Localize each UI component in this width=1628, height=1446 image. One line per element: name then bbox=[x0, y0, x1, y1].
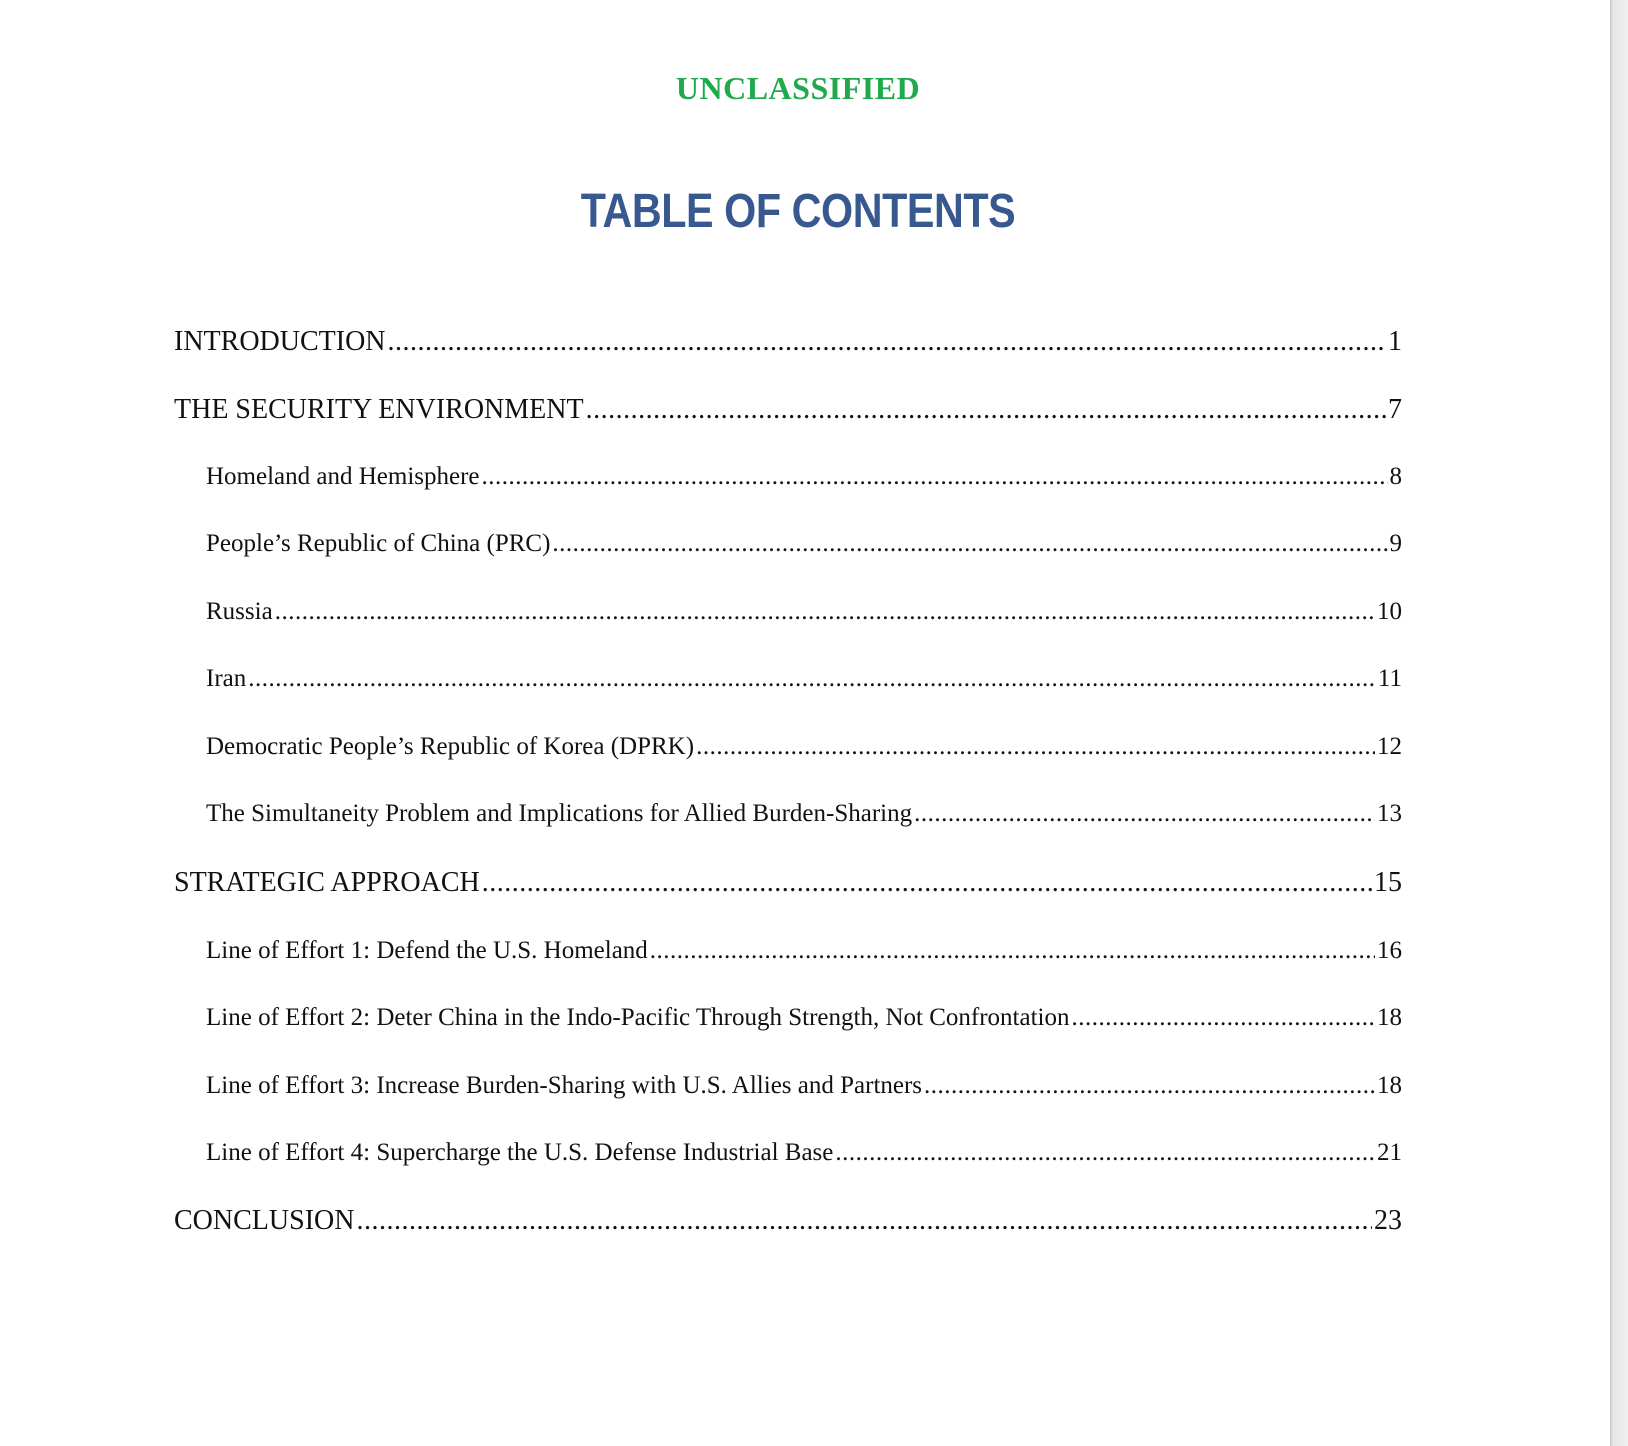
dot-leader bbox=[696, 733, 1375, 761]
toc-entry-page-number: 10 bbox=[1377, 598, 1402, 625]
toc-entry-simultaneity-problem[interactable] bbox=[206, 800, 1402, 828]
toc-entry-conclusion[interactable] bbox=[174, 1205, 1402, 1237]
toc-entry-page-number: 12 bbox=[1377, 733, 1402, 760]
toc-entry-label: Russia bbox=[206, 598, 273, 625]
toc-entry-loe-1[interactable] bbox=[206, 937, 1402, 965]
page-title: TABLE OF CONTENTS bbox=[580, 185, 1016, 238]
toc-entry-label: People’s Republic of China (PRC) bbox=[206, 530, 551, 557]
toc-entry-page-number: 13 bbox=[1377, 800, 1402, 827]
classification-marking: UNCLASSIFIED bbox=[675, 70, 921, 106]
toc-entry-label: CONCLUSION bbox=[174, 1205, 355, 1236]
dot-leader bbox=[356, 1205, 1372, 1237]
toc-entry-label: Line of Effort 2: Deter China in the Indo-Pacific Through Strength, Not Confrontation bbox=[206, 1004, 1070, 1031]
toc-entry-label: Iran bbox=[206, 665, 247, 692]
toc-entry-page-number: 8 bbox=[1389, 463, 1402, 490]
toc-entry-label: Line of Effort 4: Supercharge the U.S. Defense Industrial Base bbox=[206, 1139, 834, 1166]
toc-entry-label: Line of Effort 3: Increase Burden-Sharing with U.S. Allies and Partners bbox=[206, 1072, 923, 1099]
toc-entry-russia[interactable] bbox=[206, 598, 1402, 626]
dot-leader bbox=[835, 1139, 1375, 1167]
dot-leader bbox=[552, 530, 1387, 558]
dot-leader bbox=[482, 867, 1372, 899]
toc-entry-label: THE SECURITY ENVIRONMENT bbox=[174, 394, 584, 425]
toc-entry-label: Homeland and Hemisphere bbox=[206, 463, 480, 490]
dot-leader bbox=[1071, 1004, 1375, 1032]
toc-entry-loe-4[interactable] bbox=[206, 1139, 1402, 1167]
dot-leader bbox=[388, 326, 1386, 358]
toc-entry-dprk[interactable] bbox=[206, 733, 1402, 761]
toc-entry-label: STRATEGIC APPROACH bbox=[174, 867, 480, 898]
viewer-scroll-edge bbox=[1610, 0, 1628, 1446]
toc-entry-homeland-hemisphere[interactable] bbox=[206, 463, 1402, 491]
dot-leader bbox=[650, 937, 1375, 965]
toc-entry-label: The Simultaneity Problem and Implications for Allied Burden-Sharing bbox=[206, 800, 913, 827]
toc-entry-security-environment[interactable] bbox=[174, 394, 1402, 426]
dot-leader bbox=[248, 665, 1376, 693]
toc-entry-page-number: 16 bbox=[1377, 937, 1402, 964]
toc-entry-strategic-approach[interactable] bbox=[174, 867, 1402, 899]
toc-entry-page-number: 15 bbox=[1374, 867, 1402, 898]
toc-entry-page-number: 18 bbox=[1377, 1004, 1402, 1031]
dot-leader bbox=[275, 598, 1375, 626]
toc-entry-loe-2[interactable] bbox=[206, 1004, 1402, 1032]
toc-entry-page-number: 7 bbox=[1388, 394, 1402, 425]
toc-entry-page-number: 1 bbox=[1388, 326, 1402, 357]
toc-entry-prc[interactable] bbox=[206, 530, 1402, 558]
toc-entry-label: INTRODUCTION bbox=[174, 326, 386, 357]
dot-leader bbox=[586, 394, 1386, 426]
toc-entry-page-number: 11 bbox=[1377, 665, 1402, 692]
dot-leader bbox=[482, 463, 1388, 491]
dot-leader bbox=[924, 1072, 1375, 1100]
toc-entry-label: Line of Effort 1: Defend the U.S. Homeland bbox=[206, 937, 648, 964]
toc-entry-page-number: 9 bbox=[1389, 530, 1402, 557]
toc-entry-page-number: 18 bbox=[1377, 1072, 1402, 1099]
toc-entry-introduction[interactable] bbox=[174, 326, 1402, 358]
toc-entry-iran[interactable] bbox=[206, 665, 1402, 693]
toc-entry-page-number: 21 bbox=[1377, 1139, 1402, 1166]
dot-leader bbox=[914, 800, 1375, 828]
toc-entry-loe-3[interactable] bbox=[206, 1072, 1402, 1100]
toc-entry-page-number: 23 bbox=[1374, 1205, 1402, 1236]
toc-entry-label: Democratic People’s Republic of Korea (DPRK) bbox=[206, 733, 695, 760]
